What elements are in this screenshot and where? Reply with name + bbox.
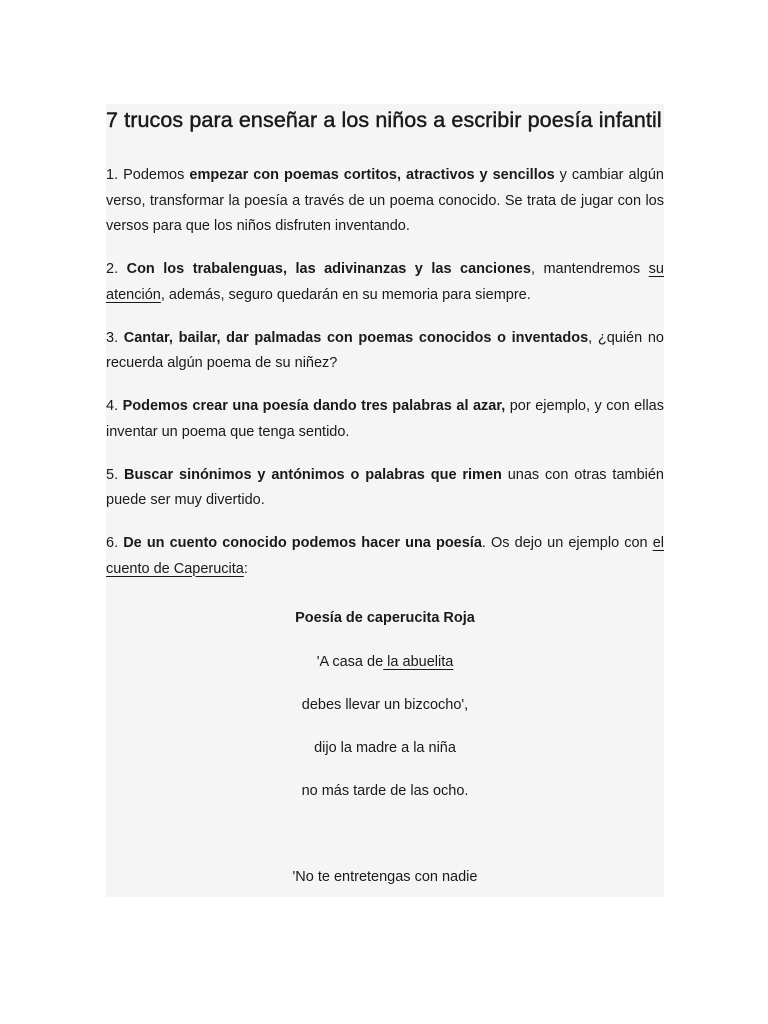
article-body	[106, 104, 664, 897]
poem-line: no más tarde de las ocho.	[301, 782, 469, 799]
item-number: 6.	[106, 535, 124, 551]
item-number: 4.	[106, 398, 123, 414]
list-item-3	[106, 326, 664, 377]
poem-line: dijo la madre a la niña	[314, 739, 456, 756]
item-number: 2.	[106, 261, 127, 277]
item-bold-text: Buscar sinónimos y antónimos o palabras que rimen	[123, 466, 502, 483]
item-text: y cambiar algún verso, transformar la poesía a través de un poema conocido. Se trata de jugar con los versos para que los niños disfruten inventando.	[106, 167, 664, 234]
item-bold-text: empezar con poemas cortitos, atractivos y sencillos	[189, 167, 555, 183]
poem-title: Poesía de caperucita Roja	[295, 610, 475, 626]
item-text: :	[243, 560, 248, 577]
list-item-1	[106, 163, 664, 240]
item-bold-text: Con los trabalenguas, las adivinanzas y las canciones	[126, 261, 531, 277]
item-text: Podemos	[123, 167, 190, 183]
poem-line: 'A casa de	[316, 653, 384, 670]
item-bold-text: Cantar, bailar, dar palmadas con poemas conocidos o inventados	[123, 329, 589, 346]
link-su-atencion[interactable]: su atención	[106, 261, 664, 303]
item-bold-text: Podemos crear una poesía dando tres palabras al azar,	[122, 398, 506, 414]
poem	[106, 608, 664, 887]
item-text: . Os dejo un ejemplo con	[481, 535, 653, 551]
article-title: 7 trucos para enseñar a los niños a escribir poesía infantil	[106, 108, 662, 132]
list-item-4	[106, 394, 664, 445]
item-text: unas con otras también puede ser muy divertido.	[106, 466, 664, 508]
link-la-abuelita[interactable]: la abuelita	[383, 653, 454, 670]
list-item-6	[106, 531, 664, 582]
item-text: por ejemplo, y con ellas inventar un poema que tenga sentido.	[106, 398, 664, 440]
item-number: 5.	[106, 466, 124, 483]
list-item-5	[106, 463, 664, 514]
item-number: 3.	[106, 329, 124, 346]
item-number: 1.	[106, 167, 124, 183]
item-text: , además, seguro quedarán en su memoria para siempre.	[160, 286, 531, 303]
poem-line: debes llevar un bizcocho',	[301, 696, 469, 713]
item-bold-text: De un cuento conocido podemos hacer una poesía	[123, 535, 482, 551]
item-text: , ¿quién no recuerda algún poema de su niñez?	[106, 329, 664, 371]
link-cuento-caperucita[interactable]: el cuento de Caperucita	[106, 535, 664, 577]
item-text: , mantendremos	[530, 261, 649, 277]
poem-line: 'No te entretengas con nadie	[292, 868, 478, 885]
list-item-2	[106, 257, 664, 308]
